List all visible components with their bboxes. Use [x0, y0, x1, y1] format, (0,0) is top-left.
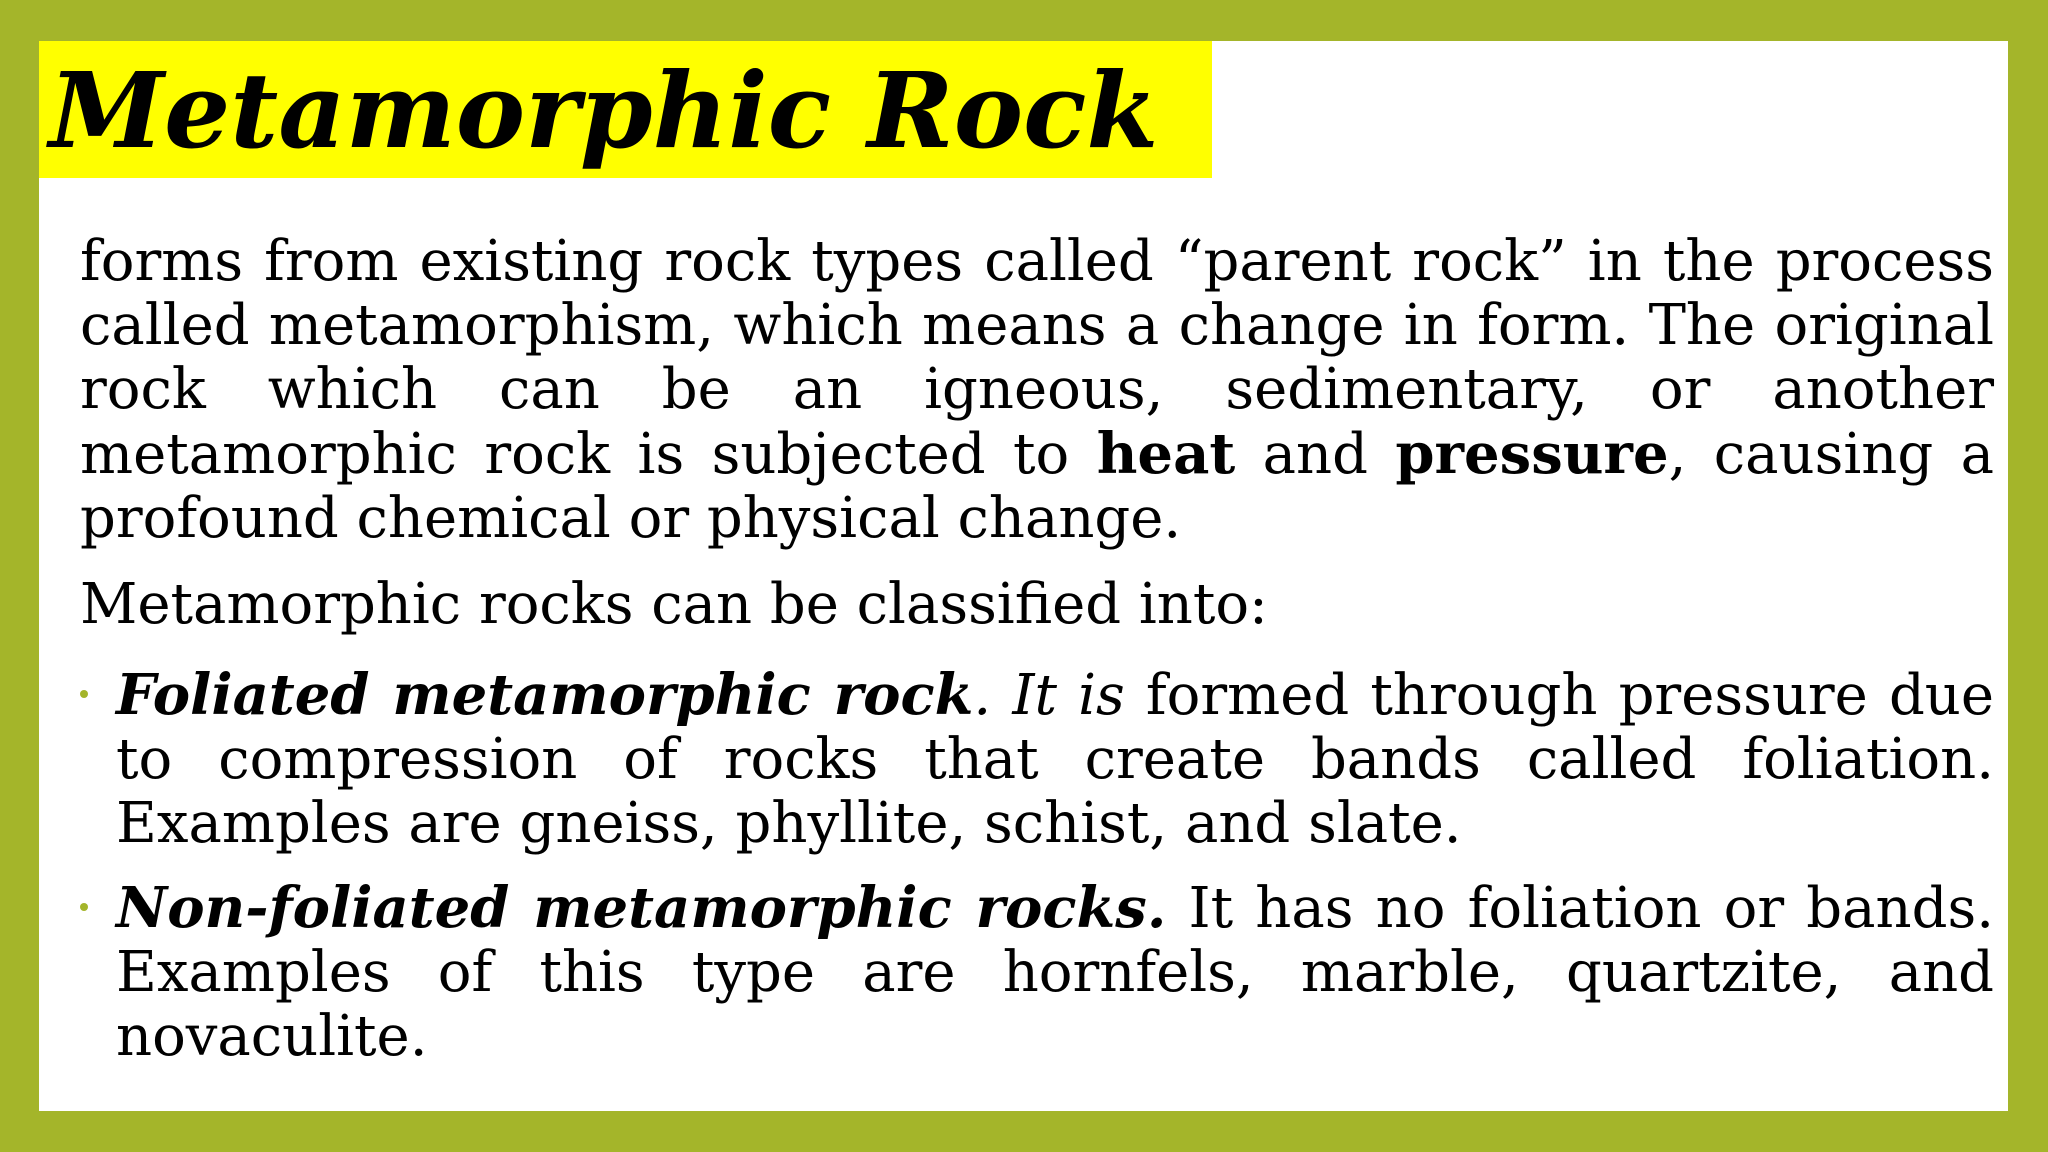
definition-text-1: forms from existing rock types called “parent rock” in the process called metamorphism, which means a change in form. The original rock which can be an igneous, sedimentary, or another metamorphic rock is subjected to	[80, 229, 1994, 487]
definition-paragraph	[80, 230, 1994, 551]
bullet-dot-icon	[80, 903, 88, 911]
bullet-foliated-text: formed through pressure due to compression of rocks that create bands called foliation. Examples are gneiss, phyllite, schist, and slate.	[116, 663, 1994, 856]
classification-intro: Metamorphic rocks can be classified into:	[80, 572, 1268, 637]
bullet-dot-icon	[80, 690, 88, 698]
slide	[39, 41, 2008, 1111]
bullet-non-foliated-text: It has no foliation or bands. Examples of this type are hornfels, marble, quartzite, and novaculite.	[116, 876, 1994, 1069]
bullet-non-foliated	[80, 876, 1994, 1069]
definition-and: and	[1235, 422, 1396, 487]
bullet-foliated-period: .	[973, 663, 1013, 728]
definition-pressure: pressure	[1395, 421, 1669, 487]
title-highlight	[39, 41, 1212, 178]
slide-title: Metamorphic Rock	[49, 49, 1159, 172]
bullet-foliated-lead: It is	[1012, 663, 1125, 728]
slide-content	[80, 230, 1994, 1069]
bullet-foliated	[80, 663, 1994, 856]
definition-heat: heat	[1096, 421, 1236, 487]
definition-text-2: , causing a profound chemical or physical change.	[80, 422, 1994, 551]
bullet-foliated-term: Foliated metamorphic rock	[116, 662, 974, 728]
bullet-non-foliated-term: Non-foliated metamorphic rocks.	[116, 875, 1167, 941]
